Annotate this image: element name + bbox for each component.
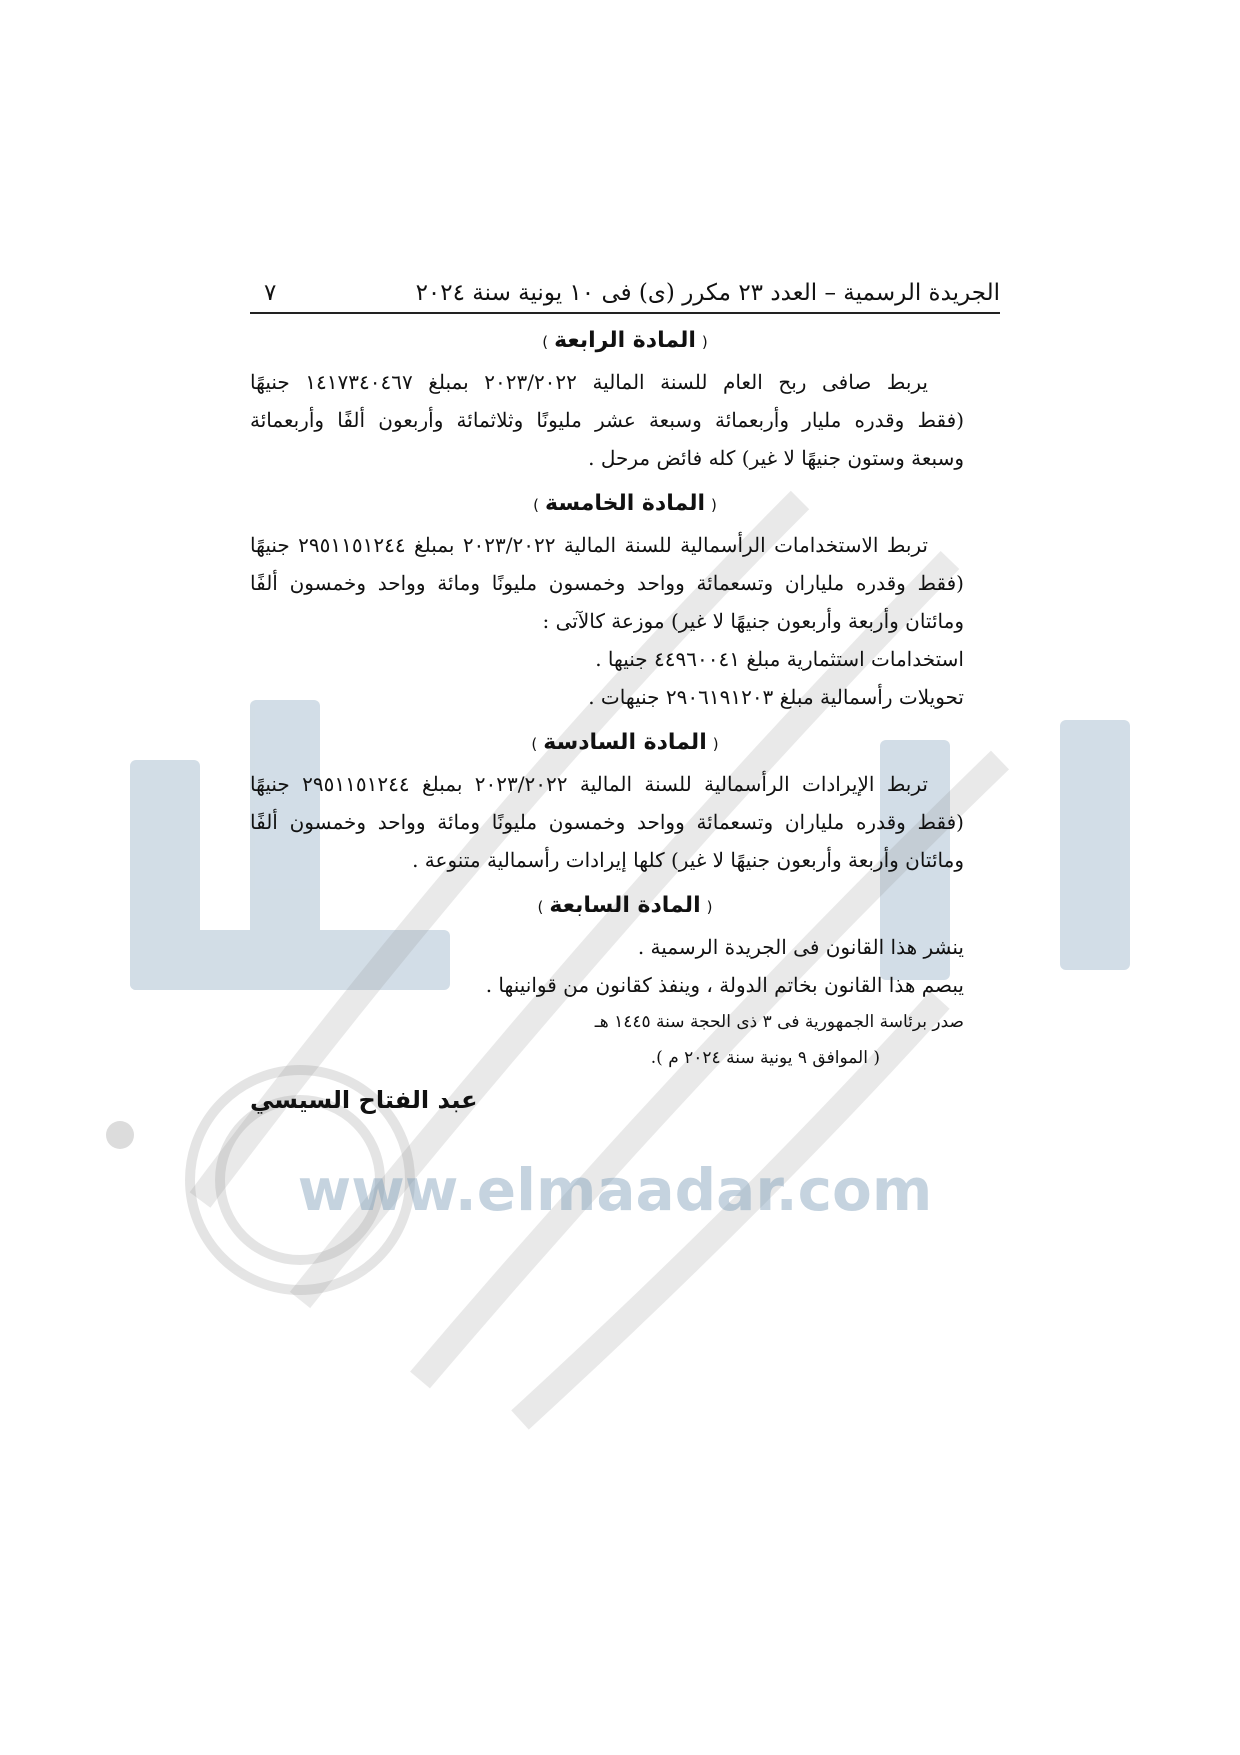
article-6-text <box>250 765 1000 879</box>
article-5-line: تربط الاستخدامات الرأسمالية للسنة المالية ٢٠٢٣/٢٠٢٢ بمبلغ ٢٩٥١١٥١٢٤٤ جنيهًا <box>250 533 928 557</box>
article-6-line: ومائتان وأربعة وأربعون جنيهًا لا غير) كلها إيرادات رأسمالية متنوعة . <box>412 848 964 872</box>
header-title: الجريدة الرسمية – العدد ٢٣ مكرر (ى) فى ١٠ يونية سنة ٢٠٢٤ <box>415 280 1000 306</box>
article-5-heading: (المادة الخامسة) <box>533 491 717 516</box>
article-7-title: المادة السابعة <box>549 893 701 918</box>
article-4-line: يربط صافى ربح العام للسنة المالية ٢٠٢٣/٢٠٢٢ بمبلغ ١٤١٧٣٤٠٤٦٧ جنيهًا <box>250 370 928 394</box>
article-6-line: تربط الإيرادات الرأسمالية للسنة المالية ٢٠٢٣/٢٠٢٢ بمبلغ ٢٩٥١١٥١٢٤٤ جنيهًا <box>250 772 928 796</box>
watermark-letter-bar <box>1060 720 1130 970</box>
corresponding-date: ( الموافق ٩ يونية سنة ٢٠٢٤ م ). <box>650 1048 880 1068</box>
article-7-heading: (المادة السابعة) <box>537 893 713 918</box>
article-4-line: وسبعة وستون جنيهًا لا غير) كله فائض مرحل . <box>588 446 964 470</box>
article-7-line: ينشر هذا القانون فى الجريدة الرسمية . <box>637 935 964 959</box>
page-header <box>250 280 1000 314</box>
article-6-line: (فقط وقدره ملياران وتسعمائة وواحد وخمسون مليونًا ومائة وواحد وخمسون ألفًا <box>250 810 964 834</box>
article-4-line: (فقط وقدره مليار وأربعمائة وسبعة عشر مليونًا وثلاثمائة وأربعون ألفًا وأربعمائة <box>250 408 964 432</box>
watermark-letter-bar <box>130 760 200 990</box>
article-5-line: (فقط وقدره ملياران وتسعمائة وواحد وخمسون مليونًا ومائة وواحد وخمسون ألفًا <box>250 571 964 595</box>
article-4-title: المادة الرابعة <box>554 328 696 353</box>
article-5-item: تحويلات رأسمالية مبلغ ٢٩٠٦١٩١٢٠٣ جنيهات . <box>588 685 964 709</box>
article-4-heading: (المادة الرابعة) <box>542 328 708 353</box>
article-5-item: استخدامات استثمارية مبلغ ٤٤٩٦٠٠٤١ جنيها . <box>595 647 964 671</box>
page-number: ٧ <box>264 280 277 306</box>
watermark-url: www.elmaadar.com <box>297 1156 933 1224</box>
article-5-title: المادة الخامسة <box>544 491 705 516</box>
signature: عبد الفتاح السيسي <box>250 1086 478 1114</box>
watermark-dot-icon <box>106 1121 134 1149</box>
article-5-text <box>250 526 1000 640</box>
article-6-title: المادة السادسة <box>543 730 707 755</box>
article-6-heading: (المادة السادسة) <box>531 730 719 755</box>
article-7-line: يبصم هذا القانون بخاتم الدولة ، وينفذ كقانون من قوانينها . <box>485 973 964 997</box>
watermark-seal-icon <box>220 1100 380 1260</box>
issued-date: صدر برئاسة الجمهورية فى ٣ ذى الحجة سنة ١٤٤٥ هـ <box>594 1012 964 1032</box>
article-4-text <box>250 363 1000 477</box>
article-5-line: ومائتان وأربعة وأربعون جنيهًا لا غير) موزعة كالآتى : <box>542 609 964 633</box>
document-page <box>250 280 1000 1114</box>
